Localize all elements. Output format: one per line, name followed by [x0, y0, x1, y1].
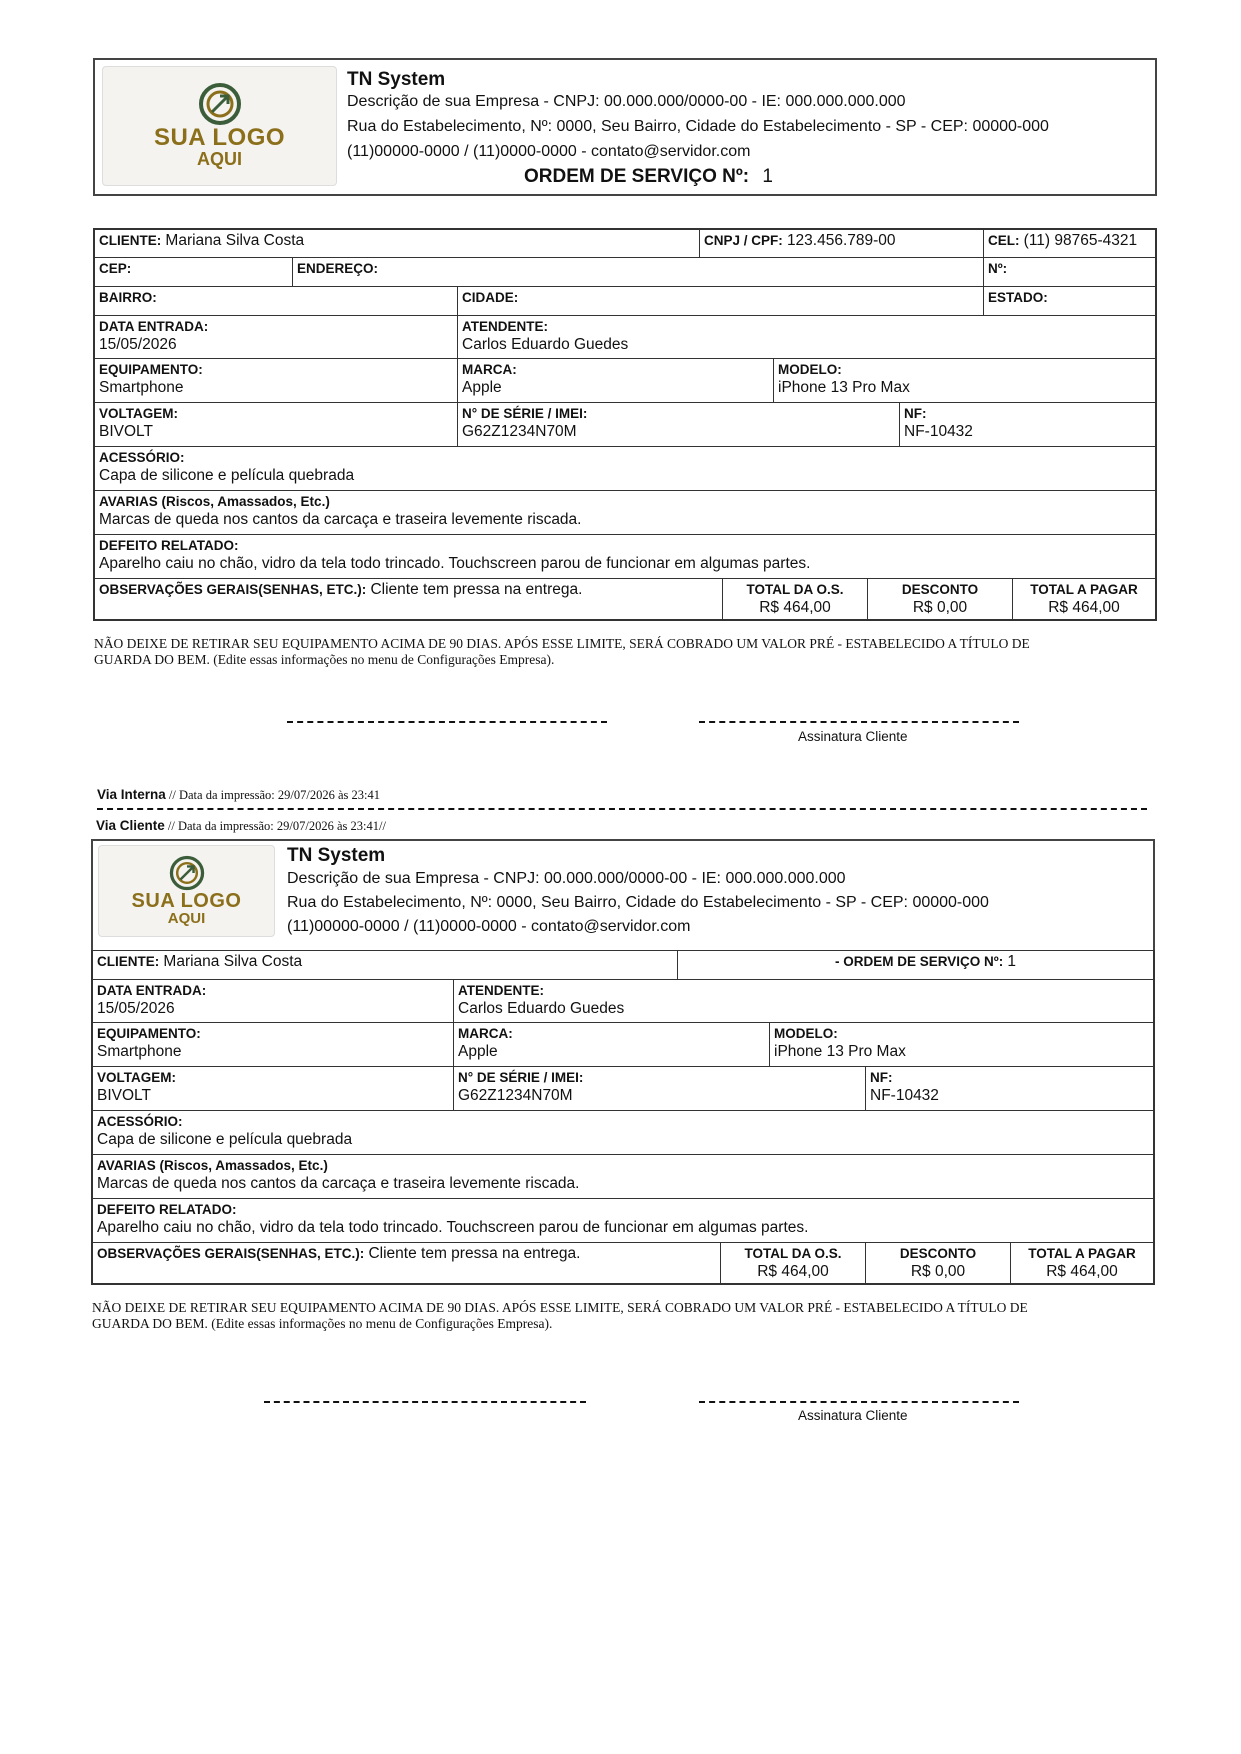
signature-line-company-copy [264, 1401, 586, 1403]
company-logo [102, 66, 337, 186]
logo-emblem-icon [169, 855, 205, 891]
cell-avarias-copy: AVARIAS (Riscos, Amassados, Etc.) Marcas de queda nos cantos da carcaça e traseira levemente riscada. [91, 1154, 1155, 1199]
cell-observacoes-copy: OBSERVAÇÕES GERAIS(SENHAS, ETC.): Cliente tem pressa na entrega. [91, 1242, 721, 1285]
logo-emblem-icon [198, 82, 242, 126]
cell-cep: CEP: [93, 257, 293, 287]
cell-cliente-copy: CLIENTE: Mariana Silva Costa [91, 950, 678, 980]
cell-total-os-copy: TOTAL DA O.S. R$ 464,00 [720, 1242, 866, 1285]
notice-text: NÃO DEIXE DE RETIRAR SEU EQUIPAMENTO ACIMA DE 90 DIAS. APÓS ESSE LIMITE, SERÁ COBRADO UM VALOR PRÉ - ESTABELECIDO A TÍTULO DE GUARDA DO BEM. (Edite essas informações no menu de Configurações Empresa). [94, 636, 1030, 667]
logo-text: SUA LOGO [153, 124, 286, 152]
signature-line-company [287, 721, 607, 723]
company-info-line-client-copy: Descrição de sua Empresa - CNPJ: 00.000.000/0000-00 - IE: 000.000.000.000 [287, 870, 846, 887]
company-name-client-copy: TN System [287, 845, 386, 866]
cell-total-os: TOTAL DA O.S. R$ 464,00 [722, 578, 868, 621]
cell-modelo: MODELO: iPhone 13 Pro Max [773, 358, 1157, 403]
cell-defeito-copy: DEFEITO RELATADO: Aparelho caiu no chão, vidro da tela todo trincado. Touchscreen parou de funcionar em algumas partes. [91, 1198, 1155, 1243]
cell-atendente-copy: ATENDENTE: Carlos Eduardo Guedes [453, 979, 1155, 1023]
cell-equipamento-copy: EQUIPAMENTO: Smartphone [91, 1022, 454, 1067]
order-number: 1 [762, 166, 773, 187]
cell-cnpj: CNPJ / CPF: 123.456.789-00 [699, 228, 984, 258]
cell-total-pagar-copy: TOTAL A PAGAR R$ 464,00 [1010, 1242, 1155, 1285]
cell-order-number-copy: - ORDEM DE SERVIÇO Nº: 1 [677, 950, 1155, 980]
notice-text-client-copy: NÃO DEIXE DE RETIRAR SEU EQUIPAMENTO ACIMA DE 90 DIAS. APÓS ESSE LIMITE, SERÁ COBRADO UM VALOR PRÉ - ESTABELECIDO A TÍTULO DE GUARDA DO BEM. (Edite essas informações no menu de Configurações Empresa). [92, 1300, 1028, 1331]
cell-total-pagar: TOTAL A PAGAR R$ 464,00 [1012, 578, 1157, 621]
cell-numero: Nº: [983, 257, 1157, 287]
cell-cliente: CLIENTE: Mariana Silva Costa [93, 228, 700, 258]
cell-bairro: BAIRRO: [93, 286, 458, 316]
company-name: TN System [347, 69, 446, 90]
cell-cidade: CIDADE: [457, 286, 984, 316]
cell-avarias: AVARIAS (Riscos, Amassados, Etc.) Marcas de queda nos cantos da carcaça e traseira levemente riscada. [93, 490, 1157, 535]
cell-data-entrada: DATA ENTRADA: 15/05/2026 [93, 315, 458, 359]
signature-client-label-copy: Assinatura Cliente [798, 1408, 908, 1423]
cell-serie: N° DE SÉRIE / IMEI: G62Z1234N70M [457, 402, 900, 447]
cell-voltagem-copy: VOLTAGEM: BIVOLT [91, 1066, 454, 1111]
cell-estado: ESTADO: [983, 286, 1157, 316]
logo-text-sub: AQUI [197, 149, 242, 170]
cell-desconto-copy: DESCONTO R$ 0,00 [865, 1242, 1011, 1285]
cell-atendente: ATENDENTE: Carlos Eduardo Guedes [457, 315, 1157, 359]
cell-modelo-copy: MODELO: iPhone 13 Pro Max [769, 1022, 1155, 1067]
logo-text-sub: AQUI [167, 909, 206, 927]
cell-marca-copy: MARCA: Apple [453, 1022, 770, 1067]
logo-text: SUA LOGO [131, 889, 242, 912]
company-info-line: Descrição de sua Empresa - CNPJ: 00.000.000/0000-00 - IE: 000.000.000.000 [347, 93, 906, 110]
cell-defeito: DEFEITO RELATADO: Aparelho caiu no chão, vidro da tela todo trincado. Touchscreen parou de funcionar em algumas partes. [93, 534, 1157, 579]
company-contact-line: (11)00000-0000 / (11)0000-0000 - contato@servidor.com [347, 143, 751, 160]
cell-cel: CEL: (11) 98765-4321 [983, 228, 1157, 258]
cell-observacoes: OBSERVAÇÕES GERAIS(SENHAS, ETC.): Cliente tem pressa na entrega. [93, 578, 723, 621]
cell-serie-copy: N° DE SÉRIE / IMEI: G62Z1234N70M [453, 1066, 866, 1111]
cell-equipamento: EQUIPAMENTO: Smartphone [93, 358, 458, 403]
order-title [524, 166, 773, 188]
cell-marca: MARCA: Apple [457, 358, 774, 403]
cell-desconto: DESCONTO R$ 0,00 [867, 578, 1013, 621]
company-contact-line-client-copy: (11)00000-0000 / (11)0000-0000 - contato@servidor.com [287, 918, 691, 935]
cut-line [97, 808, 1147, 810]
signature-client-label: Assinatura Cliente [798, 729, 908, 744]
via-cliente: Via Cliente // Data da impressão: 29/07/2026 às 23:41// [96, 818, 386, 833]
cell-acessorio-copy: ACESSÓRIO: Capa de silicone e película quebrada [91, 1110, 1155, 1155]
signature-line-client-copy [699, 1401, 1019, 1403]
cell-data-entrada-copy: DATA ENTRADA: 15/05/2026 [91, 979, 454, 1023]
cell-nf: NF: NF-10432 [899, 402, 1157, 447]
company-logo-client-copy [98, 845, 275, 937]
cell-nf-copy: NF: NF-10432 [865, 1066, 1155, 1111]
cell-acessorio: ACESSÓRIO: Capa de silicone e película quebrada [93, 446, 1157, 491]
company-address-line-client-copy: Rua do Estabelecimento, Nº: 0000, Seu Bairro, Cidade do Estabelecimento - SP - CEP: 00000-000 [287, 894, 989, 911]
cell-voltagem: VOLTAGEM: BIVOLT [93, 402, 458, 447]
company-address-line: Rua do Estabelecimento, Nº: 0000, Seu Bairro, Cidade do Estabelecimento - SP - CEP: 00000-000 [347, 118, 1049, 135]
signature-line-client [699, 721, 1019, 723]
via-interna: Via Interna // Data da impressão: 29/07/2026 às 23:41 [97, 787, 380, 802]
order-title-label: ORDEM DE SERVIÇO Nº: [524, 166, 750, 187]
cell-endereco: ENDEREÇO: [292, 257, 984, 287]
